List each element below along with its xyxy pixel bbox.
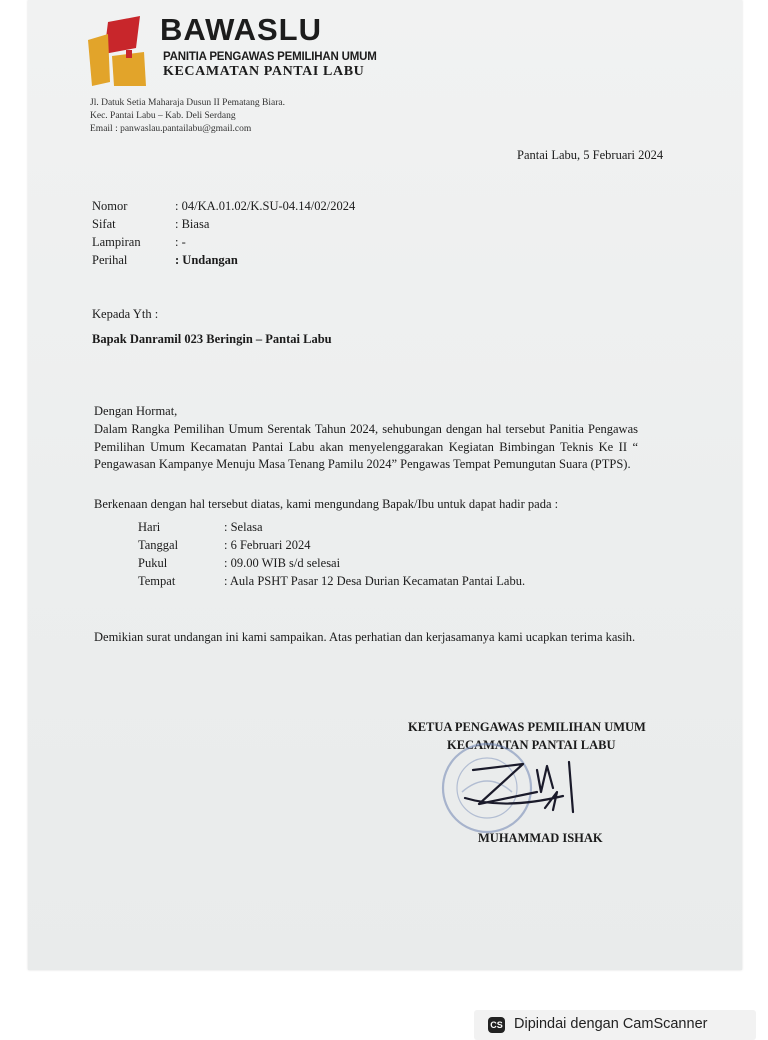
letter-date: Pantai Labu, 5 Februari 2024 (517, 148, 664, 162)
camscanner-badge (474, 1010, 756, 1040)
address-line: Jl. Datuk Setia Maharaja Dusun II Pematang Biara. (90, 98, 285, 108)
camscanner-label: Dipindai dengan CamScanner (514, 1016, 708, 1032)
greeting: Dengan Hormat, (94, 404, 178, 418)
address-line: Kec. Pantai Labu – Kab. Deli Serdang (90, 111, 236, 121)
hari-label: Hari (138, 520, 161, 534)
bawaslu-logo (86, 12, 160, 88)
signatory-district: KECAMATAN PANTAI LABU (447, 738, 616, 752)
tempat-label: Tempat (138, 574, 176, 588)
closing-text: Demikian surat undangan ini kami sampaikan. Atas perhatian dan kerjasamanya kami ucapkan terima kasih. (94, 630, 636, 644)
handwritten-signature (445, 752, 615, 832)
recipient-name: Bapak Danramil 023 Beringin – Pantai Labu (92, 332, 332, 346)
org-subtitle: PANITIA PENGAWAS PEMILIHAN UMUM (163, 51, 377, 63)
recipient-label: Kepada Yth : (92, 307, 159, 321)
tanggal-label: Tanggal (138, 538, 179, 552)
perihal-value: : Undangan (175, 253, 238, 267)
signatory-title: KETUA PENGAWAS PEMILIHAN UMUM (408, 720, 646, 734)
scanned-letter-page (28, 0, 742, 970)
lampiran-label: Lampiran (92, 235, 141, 249)
pukul-label: Pukul (138, 556, 168, 570)
nomor-value: : 04/KA.01.02/K.SU-04.14/02/2024 (175, 199, 356, 213)
sifat-value: : Biasa (175, 217, 210, 231)
invite-sentence: Berkenaan dengan hal tersebut diatas, kami mengundang Bapak/Ibu untuk dapat hadir pada : (94, 497, 559, 511)
nomor-label: Nomor (92, 199, 128, 213)
lampiran-value: : - (175, 235, 186, 249)
pukul-value: : 09.00 WIB s/d selesai (224, 556, 341, 570)
tanggal-value: : 6 Februari 2024 (224, 538, 311, 552)
perihal-label: Perihal (92, 253, 128, 267)
org-name: BAWASLU (160, 12, 322, 47)
hari-value: : Selasa (224, 520, 263, 534)
org-district: KECAMATAN PANTAI LABU (163, 64, 365, 79)
tempat-value: : Aula PSHT Pasar 12 Desa Durian Kecamatan Pantai Labu. (224, 574, 526, 588)
signatory-name: MUHAMMAD ISHAK (478, 831, 603, 845)
body-paragraph-text: Dalam Rangka Pemilihan Umum Serentak Tahun 2024, sehubungan dengan hal tersebut Panitia Pengawas Pemilihan Umum Kecamatan Pantai Labu akan menyelenggarakan Kegiatan Bimbingan Teknis Ke II “ Pengawasan Kampanye Menuju Masa Tenang Pamilu 2024” Pengawas Tempat Pemungutan Suara (PTPS). (94, 422, 638, 471)
sifat-label: Sifat (92, 217, 116, 231)
email-line: Email : panwaslau.pantailabu@gmail.com (90, 124, 252, 134)
camscanner-icon: CS (488, 1017, 505, 1033)
body-paragraph (94, 421, 638, 474)
closing-paragraph (94, 629, 638, 647)
